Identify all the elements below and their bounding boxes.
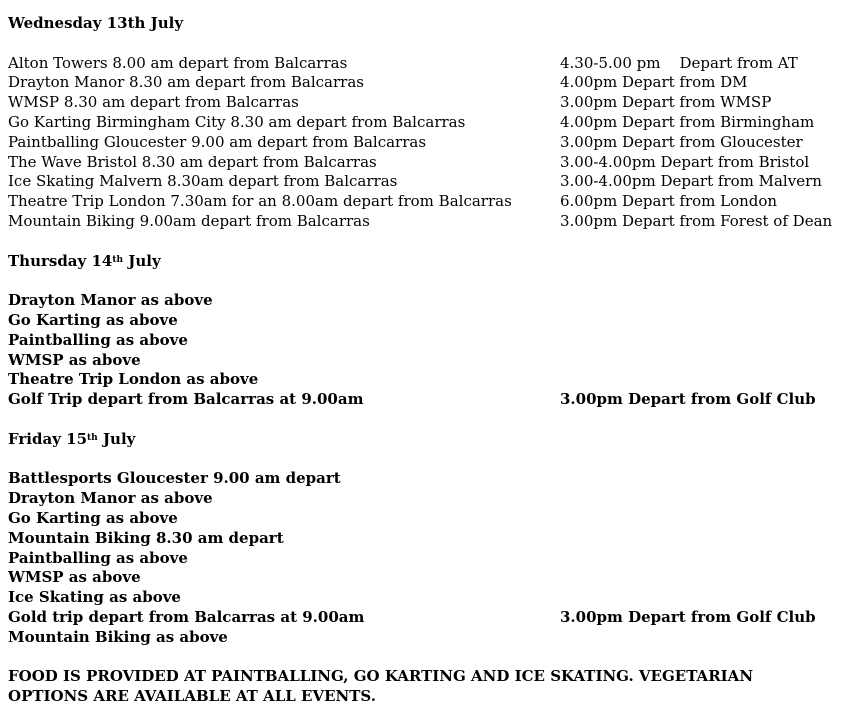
row-departure: Ice Skating as above <box>8 588 181 607</box>
spacer <box>8 450 848 470</box>
schedule-document <box>8 14 848 707</box>
friday-heading-ordinal: th <box>87 432 98 443</box>
row-departure: Mountain Biking as above <box>8 627 228 646</box>
schedule-row <box>8 509 848 529</box>
schedule-row <box>8 351 848 371</box>
spacer <box>8 410 848 430</box>
spacer <box>8 271 848 291</box>
row-departure: Go Karting as above <box>8 310 178 329</box>
row-departure: Go Karting Birmingham City 8.30 am depart from Balcarras <box>8 112 466 131</box>
schedule-row <box>8 529 848 549</box>
schedule-row <box>8 192 848 212</box>
row-departure: WMSP 8.30 am depart from Balcarras <box>8 93 299 112</box>
row-return: 4.30-5.00 pm Depart from AT <box>560 53 798 72</box>
schedule-row <box>8 54 848 74</box>
schedule-row <box>8 390 848 410</box>
schedule-row <box>8 212 848 232</box>
row-return: 3.00-4.00pm Depart from Bristol <box>560 152 810 171</box>
row-departure: WMSP as above <box>8 568 141 587</box>
food-notice: FOOD IS PROVIDED AT PAINTBALLING, GO KARTING AND ICE SKATING. VEGETARIAN OPTIONS ARE AVAILABLE AT ALL EVENTS. <box>8 667 754 706</box>
row-departure: Drayton Manor as above <box>8 489 213 508</box>
schedule-row <box>8 370 848 390</box>
row-departure: The Wave Bristol 8.30 am depart from Balcarras <box>8 152 377 171</box>
row-departure: Paintballing Gloucester 9.00 am depart from Balcarras <box>8 132 427 151</box>
row-departure: Go Karting as above <box>8 508 178 527</box>
row-departure: Mountain Biking 9.00am depart from Balcarras <box>8 211 370 230</box>
spacer <box>8 648 848 668</box>
row-departure: Golf Trip depart from Balcarras at 9.00am <box>8 390 364 409</box>
wednesday-heading-text: Wednesday 13th July <box>8 14 184 32</box>
thursday-heading-month: July <box>123 251 161 270</box>
row-return: 4.00pm Depart from Birmingham <box>560 112 815 131</box>
row-return: 3.00pm Depart from WMSP <box>560 93 772 112</box>
spacer <box>8 232 848 252</box>
row-departure: Drayton Manor 8.30 am depart from Balcarras <box>8 73 364 92</box>
schedule-row <box>8 291 848 311</box>
schedule-row <box>8 331 848 351</box>
schedule-row <box>8 469 848 489</box>
friday-schedule <box>8 469 848 647</box>
schedule-row <box>8 628 848 648</box>
wednesday-schedule <box>8 54 848 232</box>
schedule-row <box>8 489 848 509</box>
thursday-schedule <box>8 291 848 410</box>
row-return: 6.00pm Depart from London <box>560 192 778 211</box>
thursday-heading-text: Thursday 14 <box>8 251 113 270</box>
schedule-row <box>8 153 848 173</box>
row-return: 3.00pm Depart from Forest of Dean <box>560 211 833 230</box>
row-departure: Alton Towers 8.00 am depart from Balcarras <box>8 53 348 72</box>
thursday-heading <box>8 252 848 272</box>
row-departure: Gold trip depart from Balcarras at 9.00am <box>8 607 365 626</box>
schedule-row <box>8 311 848 331</box>
schedule-row <box>8 588 848 608</box>
wednesday-heading <box>8 14 848 34</box>
row-departure: Theatre Trip London 7.30am for an 8.00am depart from Balcarras <box>8 192 512 211</box>
row-return: 3.00pm Depart from Golf Club <box>560 390 816 409</box>
row-return: 4.00pm Depart from DM <box>560 73 748 92</box>
spacer <box>8 34 848 54</box>
row-departure: WMSP as above <box>8 350 141 369</box>
row-departure: Paintballing as above <box>8 548 188 567</box>
friday-heading-text: Friday 15 <box>8 429 88 448</box>
row-return: 3.00pm Depart from Golf Club <box>560 607 816 626</box>
thursday-heading-ordinal: th <box>112 254 124 265</box>
schedule-row <box>8 133 848 153</box>
friday-heading <box>8 430 848 450</box>
row-return: 3.00-4.00pm Depart from Malvern <box>560 172 822 191</box>
row-departure: Theatre Trip London as above <box>8 370 259 389</box>
friday-heading-month: July <box>97 429 136 448</box>
schedule-row <box>8 93 848 113</box>
row-departure: Mountain Biking 8.30 am depart <box>8 528 284 547</box>
row-departure: Battlesports Gloucester 9.00 am depart <box>8 469 341 488</box>
schedule-row <box>8 113 848 133</box>
schedule-row <box>8 172 848 192</box>
schedule-row <box>8 73 848 93</box>
schedule-row <box>8 608 848 628</box>
row-departure: Ice Skating Malvern 8.30am depart from Balcarras <box>8 172 398 191</box>
row-departure: Drayton Manor as above <box>8 291 213 310</box>
row-return: 3.00pm Depart from Gloucester <box>560 132 803 151</box>
schedule-row <box>8 549 848 569</box>
schedule-row <box>8 568 848 588</box>
row-departure: Paintballing as above <box>8 330 188 349</box>
